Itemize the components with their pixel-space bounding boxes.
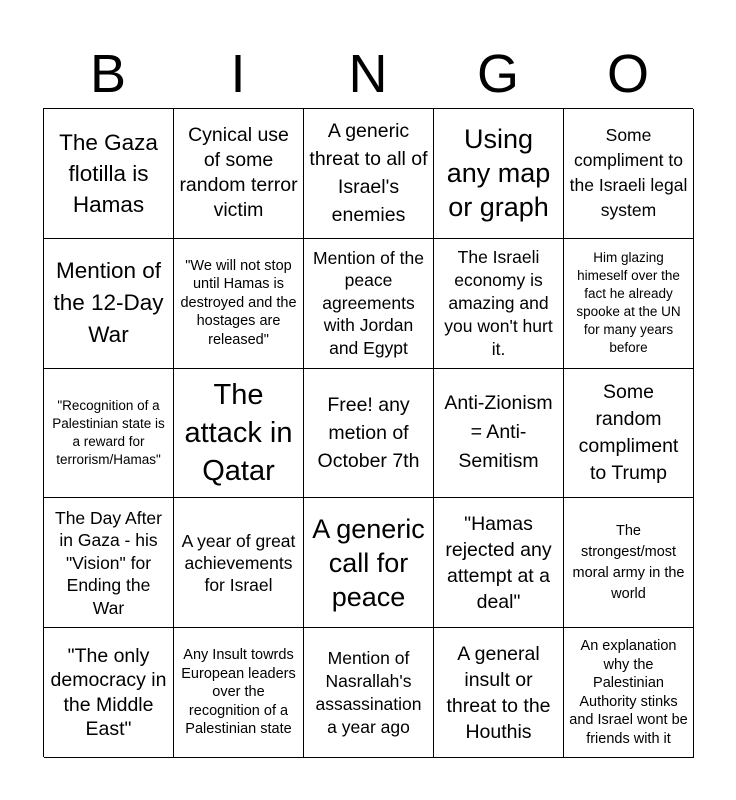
bingo-cell-r2c2[interactable] (174, 239, 304, 369)
cell-text: The attack in Qatar (184, 378, 293, 487)
cell-text: Cynical use of some random terror victim (179, 124, 298, 222)
cell-text: Mention of the 12-Day War (53, 258, 164, 348)
bingo-cell-r2c4[interactable] (434, 239, 564, 369)
bingo-cell-r5c3[interactable] (304, 628, 434, 758)
bingo-cell-r5c1[interactable] (44, 628, 174, 758)
cell-text: A generic threat to all of Israel's enemies (309, 120, 428, 227)
bingo-cell-r2c5[interactable] (564, 239, 694, 369)
bingo-cell-r3c2[interactable] (174, 369, 304, 499)
bingo-cell-r4c5[interactable] (564, 498, 694, 628)
cell-text: "We will not stop until Hamas is destroyed and the hostages are released" (180, 257, 297, 348)
bingo-cell-r1c4[interactable] (434, 109, 564, 239)
bingo-cell-r3c1[interactable] (44, 369, 174, 499)
header-letter-o: O (606, 44, 649, 104)
bingo-header (43, 40, 693, 108)
bingo-cell-r2c3[interactable] (304, 239, 434, 369)
bingo-cell-r4c4[interactable] (434, 498, 564, 628)
bingo-cell-r3c4[interactable] (434, 369, 564, 499)
cell-text: An explanation why the Palestinian Authority stinks and Israel wont be friends with it (569, 638, 688, 747)
cell-text: The Day After in Gaza - his "Vision" for Ending the War (55, 507, 162, 618)
bingo-cell-r1c1[interactable] (44, 109, 174, 239)
bingo-cell-r5c2[interactable] (174, 628, 304, 758)
cell-text: Him glazing himeself over the fact he already spooke at the UN for many years before (576, 250, 681, 356)
cell-text: Some random compliment to Trump (578, 380, 679, 484)
header-letter-n: N (348, 44, 388, 104)
cell-text: "Hamas rejected any attempt at a deal" (445, 512, 552, 613)
bingo-cell-r1c3[interactable] (304, 109, 434, 239)
cell-text: A general insult or threat to the Houthis (446, 642, 551, 743)
header-letter-b: B (89, 44, 127, 104)
header-letter-i: I (230, 44, 246, 104)
cell-text: Free! any metion of October 7th (317, 393, 420, 472)
bingo-cell-r3c3[interactable] (304, 369, 434, 499)
bingo-cell-r5c4[interactable] (434, 628, 564, 758)
bingo-cell-r5c5[interactable] (564, 628, 694, 758)
cell-text: "The only democracy in the Middle East" (50, 644, 167, 741)
cell-text: Some compliment to the Israeli legal system (569, 125, 688, 221)
cell-text: A year of great achievements for Israel (181, 530, 296, 595)
cell-text: Mention of Nasrallah's assassination a year ago (315, 647, 422, 737)
bingo-cell-r4c3[interactable] (304, 498, 434, 628)
cell-text: "Recognition of a Palestinian state is a reward for terrorism/Hamas" (52, 397, 165, 467)
cell-text: Mention of the peace agreements with Jordan and Egypt (313, 247, 424, 358)
cell-text: The Israeli economy is amazing and you won't hurt it. (444, 246, 553, 359)
bingo-cell-r1c2[interactable] (174, 109, 304, 239)
cell-text: Using any map or graph (446, 124, 551, 223)
cell-text: The Gaza flotilla is Hamas (59, 129, 158, 217)
cell-text: Anti-Zionism = Anti-Semitism (444, 392, 553, 473)
bingo-cell-r2c1[interactable] (44, 239, 174, 369)
cell-text: Any Insult towrds European leaders over the recognition of a Palestinian state (181, 647, 296, 738)
bingo-cell-r3c5[interactable] (564, 369, 694, 499)
header-letter-g: G (476, 44, 519, 104)
bingo-cell-r4c1[interactable] (44, 498, 174, 628)
cell-text: The strongest/most moral army in the world (572, 522, 685, 602)
cell-text: A generic call for peace (312, 513, 425, 612)
bingo-grid (43, 108, 693, 757)
bingo-cell-r4c2[interactable] (174, 498, 304, 628)
bingo-cell-r1c5[interactable] (564, 109, 694, 239)
